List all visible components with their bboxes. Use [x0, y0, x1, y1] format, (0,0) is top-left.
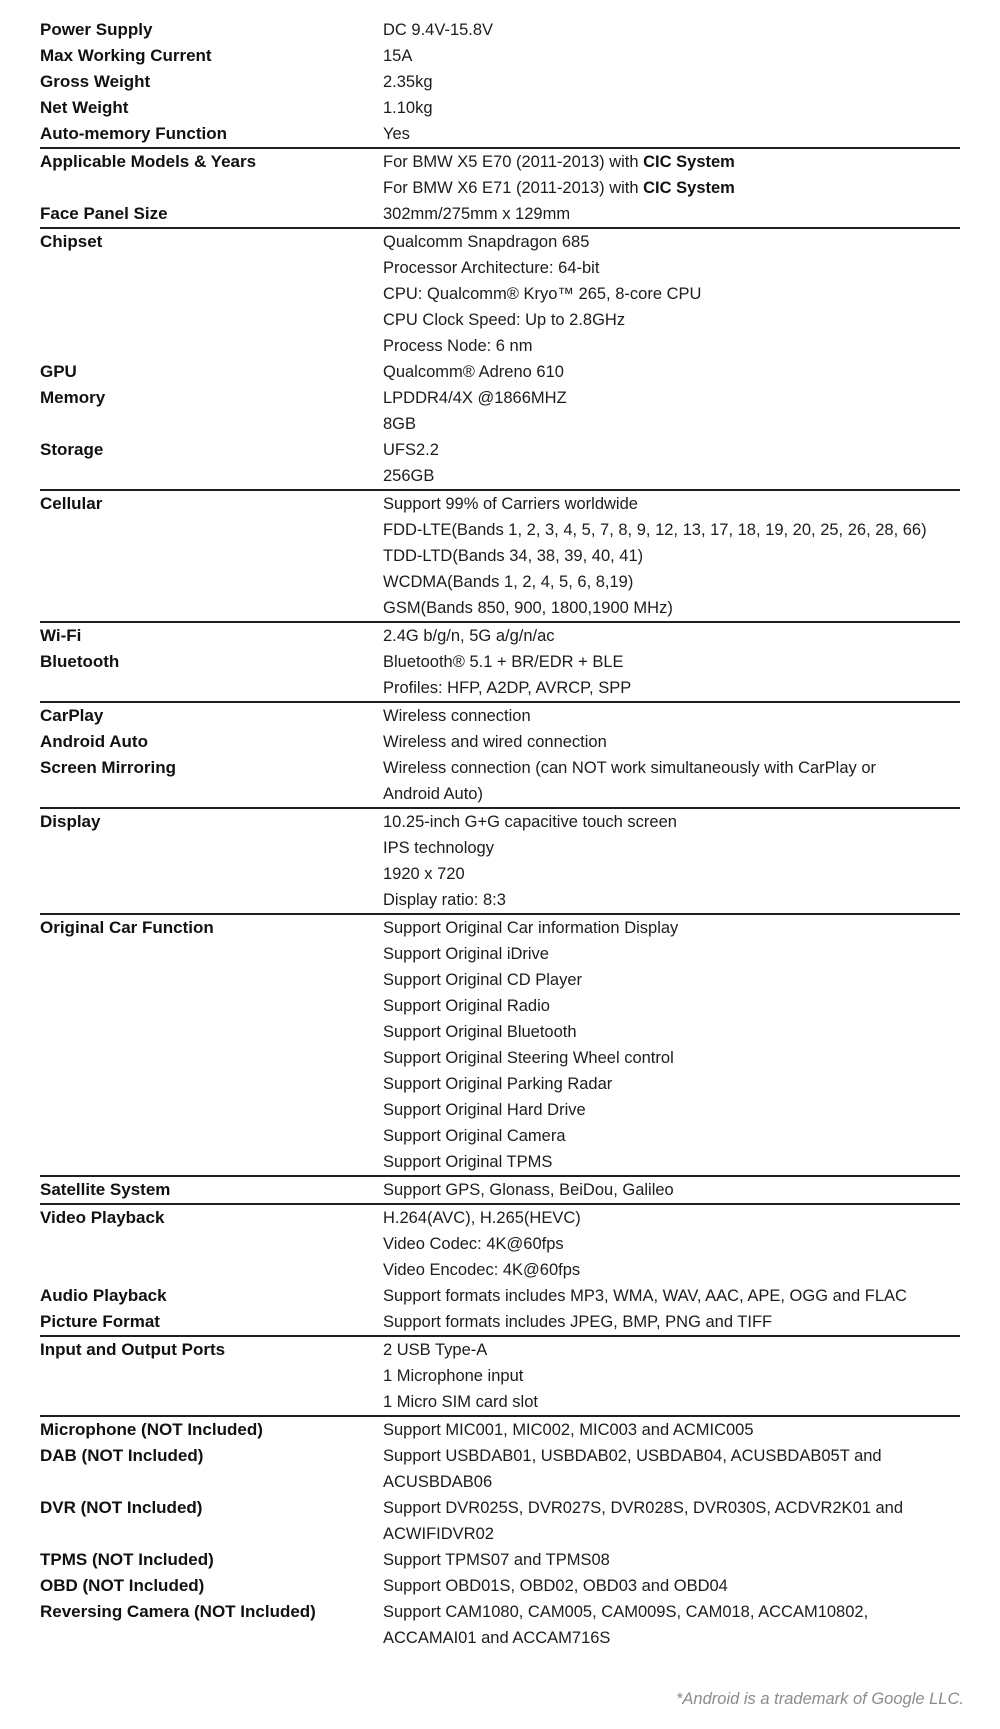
- spec-row: [40, 385, 960, 437]
- spec-label: Cellular: [40, 494, 103, 513]
- spec-values: [383, 1283, 960, 1309]
- spec-value-line: Video Encodec: 4K@60fps: [383, 1261, 581, 1279]
- spec-label: Power Supply: [40, 20, 153, 39]
- spec-label: Storage: [40, 440, 104, 459]
- spec-section: [40, 1335, 960, 1415]
- spec-row: [40, 809, 960, 913]
- spec-label: DVR (NOT Included): [40, 1498, 203, 1517]
- spec-row: [40, 1495, 960, 1547]
- spec-section: [40, 1203, 960, 1335]
- spec-values: [383, 43, 960, 69]
- spec-section: [40, 621, 960, 701]
- spec-values: [383, 1177, 960, 1203]
- spec-label: GPU: [40, 362, 77, 381]
- spec-label: Android Auto: [40, 732, 148, 751]
- spec-values: [383, 385, 960, 437]
- spec-row: [40, 1443, 960, 1495]
- spec-row: [40, 1283, 960, 1309]
- spec-value-line: GSM(Bands 850, 900, 1800,1900 MHz): [383, 599, 673, 617]
- spec-section: [40, 913, 960, 1175]
- spec-value-line: Support Original Radio: [383, 997, 550, 1015]
- spec-value-line: 2 USB Type-A: [383, 1341, 488, 1359]
- spec-row: [40, 729, 960, 755]
- spec-value-line: Support 99% of Carriers worldwide: [383, 495, 638, 513]
- spec-value-line: CPU: Qualcomm® Kryo™ 265, 8-core CPU: [383, 285, 702, 303]
- spec-row: [40, 43, 960, 69]
- spec-label: Audio Playback: [40, 1286, 167, 1305]
- spec-label: Satellite System: [40, 1180, 171, 1199]
- spec-values: [383, 359, 960, 385]
- spec-value-line: Support DVR025S, DVR027S, DVR028S, DVR030S, ACDVR2K01 and: [383, 1499, 904, 1517]
- spec-values: [383, 437, 960, 489]
- spec-values: [383, 69, 960, 95]
- spec-label: Net Weight: [40, 98, 129, 117]
- spec-label: TPMS (NOT Included): [40, 1550, 214, 1569]
- spec-label: Screen Mirroring: [40, 758, 177, 777]
- spec-row: [40, 149, 960, 201]
- spec-value-line: Android Auto): [383, 785, 483, 803]
- spec-row: [40, 1309, 960, 1335]
- spec-value-line: 8GB: [383, 415, 417, 433]
- spec-value-line: Support Original Parking Radar: [383, 1075, 613, 1093]
- spec-value-line: WCDMA(Bands 1, 2, 4, 5, 6, 8,19): [383, 573, 634, 591]
- spec-section: [40, 147, 960, 227]
- spec-values: [383, 1495, 960, 1547]
- spec-row: [40, 649, 960, 701]
- spec-section: [40, 701, 960, 807]
- spec-label: DAB (NOT Included): [40, 1446, 204, 1465]
- spec-value-line: 1.10kg: [383, 99, 433, 117]
- spec-label: Gross Weight: [40, 72, 151, 91]
- spec-label: Display: [40, 812, 101, 831]
- spec-values: [383, 121, 960, 147]
- spec-row: [40, 359, 960, 385]
- spec-values: [383, 95, 960, 121]
- spec-section: [40, 1415, 960, 1651]
- spec-values: [383, 623, 960, 649]
- spec-row: [40, 1177, 960, 1203]
- spec-label: Applicable Models & Years: [40, 152, 257, 171]
- spec-value-line: Display ratio: 8:3: [383, 891, 506, 909]
- spec-values: [383, 201, 960, 227]
- spec-value-line: 10.25-inch G+G capacitive touch screen: [383, 813, 677, 831]
- spec-label: Chipset: [40, 232, 103, 251]
- spec-values: [383, 755, 960, 807]
- spec-value-line: 2.4G b/g/n, 5G a/g/n/ac: [383, 627, 555, 645]
- spec-value-line: 1 Micro SIM card slot: [383, 1393, 538, 1411]
- spec-value-line: 15A: [383, 47, 413, 65]
- spec-value-line: Support Original iDrive: [383, 945, 549, 963]
- spec-value-line: Wireless connection: [383, 707, 531, 725]
- spec-row: [40, 121, 960, 147]
- spec-row: [40, 69, 960, 95]
- spec-value-line: Support Original Camera: [383, 1127, 566, 1145]
- spec-value-line: Video Codec: 4K@60fps: [383, 1235, 564, 1253]
- spec-value-line: Support Original Bluetooth: [383, 1023, 577, 1041]
- spec-row: [40, 95, 960, 121]
- spec-values: [383, 1309, 960, 1335]
- spec-label: Bluetooth: [40, 652, 120, 671]
- spec-value-line: Support MIC001, MIC002, MIC003 and ACMIC005: [383, 1421, 754, 1439]
- spec-values: [383, 729, 960, 755]
- spec-value-line: 1920 x 720: [383, 865, 465, 883]
- spec-values: [383, 649, 960, 701]
- spec-values: [383, 703, 960, 729]
- spec-label: OBD (NOT Included): [40, 1576, 205, 1595]
- spec-value-line: Bluetooth® 5.1 + BR/EDR + BLE: [383, 653, 624, 671]
- spec-value-line: Wireless and wired connection: [383, 733, 607, 751]
- spec-value-line: [383, 149, 960, 175]
- spec-row: [40, 491, 960, 621]
- spec-value-line: Support GPS, Glonass, BeiDou, Galileo: [383, 1181, 674, 1199]
- spec-label: Original Car Function: [40, 918, 214, 937]
- plain-text: For BMW X5 E70 (2011-2013) with: [383, 153, 644, 171]
- spec-label: Auto-memory Function: [40, 124, 227, 143]
- spec-value-line: Processor Architecture: 64-bit: [383, 259, 600, 277]
- spec-row: [40, 201, 960, 227]
- spec-section: [40, 807, 960, 913]
- spec-value-line: Wireless connection (can NOT work simultaneously with CarPlay or: [383, 759, 877, 777]
- spec-label: Face Panel Size: [40, 204, 168, 223]
- spec-value-line: FDD-LTE(Bands 1, 2, 3, 4, 5, 7, 8, 9, 12, 13, 17, 18, 19, 20, 25, 26, 28, 66): [383, 521, 927, 539]
- spec-values: [383, 17, 960, 43]
- spec-value-line: Support Original CD Player: [383, 971, 582, 989]
- spec-values: [383, 229, 960, 359]
- bold-text: CIC System: [643, 153, 735, 171]
- spec-value-line: Support Original Car information Display: [383, 919, 679, 937]
- spec-value-line: Support CAM1080, CAM005, CAM009S, CAM018, ACCAM10802,: [383, 1603, 869, 1621]
- spec-value-line: UFS2.2: [383, 441, 439, 459]
- spec-row: [40, 17, 960, 43]
- spec-label: Picture Format: [40, 1312, 160, 1331]
- spec-row: [40, 1547, 960, 1573]
- spec-value-line: 2.35kg: [383, 73, 433, 91]
- spec-value-line: 1 Microphone input: [383, 1367, 524, 1385]
- spec-value-line: ACWIFIDVR02: [383, 1525, 494, 1543]
- spec-value-line: Profiles: HFP, A2DP, AVRCP, SPP: [383, 679, 632, 697]
- spec-label: Max Working Current: [40, 46, 212, 65]
- spec-values: [383, 1443, 960, 1495]
- spec-value-line: Support formats includes JPEG, BMP, PNG and TIFF: [383, 1313, 773, 1331]
- plain-text: For BMW X6 E71 (2011-2013) with: [383, 179, 644, 197]
- spec-value-line: ACCAMAI01 and ACCAM716S: [383, 1629, 611, 1647]
- spec-row: [40, 1205, 960, 1283]
- spec-value-line: H.264(AVC), H.265(HEVC): [383, 1209, 581, 1227]
- spec-value-line: Support OBD01S, OBD02, OBD03 and OBD04: [383, 1577, 728, 1595]
- spec-row: [40, 1573, 960, 1599]
- trademark-note: *Android is a trademark of Google LLC.: [676, 1690, 964, 1708]
- spec-value-line: ACUSBDAB06: [383, 1473, 493, 1491]
- spec-value-line: LPDDR4/4X @1866MHZ: [383, 389, 567, 407]
- spec-values: [383, 1205, 960, 1283]
- spec-value-line: DC 9.4V-15.8V: [383, 21, 494, 39]
- spec-values: [383, 1337, 960, 1415]
- spec-label: Wi-Fi: [40, 626, 82, 645]
- spec-values: [383, 809, 960, 913]
- spec-values: [383, 1547, 960, 1573]
- spec-value-line: Qualcomm Snapdragon 685: [383, 233, 590, 251]
- spec-label: Reversing Camera (NOT Included): [40, 1602, 316, 1621]
- spec-value-line: Qualcomm® Adreno 610: [383, 363, 564, 381]
- spec-values: [383, 915, 960, 1175]
- spec-value-line: TDD-LTD(Bands 34, 38, 39, 40, 41): [383, 547, 644, 565]
- bold-text: CIC System: [643, 179, 735, 197]
- spec-row: [40, 1599, 960, 1651]
- spec-label: Video Playback: [40, 1208, 165, 1227]
- spec-values: [383, 1417, 960, 1443]
- spec-value-line: Support Original Hard Drive: [383, 1101, 586, 1119]
- spec-label: Microphone (NOT Included): [40, 1420, 263, 1439]
- spec-row: [40, 915, 960, 1175]
- spec-row: [40, 1337, 960, 1415]
- spec-value-line: IPS technology: [383, 839, 494, 857]
- spec-values: [383, 1573, 960, 1599]
- spec-section: [40, 17, 960, 147]
- spec-value-line: [383, 175, 960, 201]
- spec-label: Input and Output Ports: [40, 1340, 226, 1359]
- spec-section: [40, 489, 960, 621]
- spec-section: [40, 1175, 960, 1203]
- spec-values: [383, 1599, 960, 1651]
- spec-value-line: 256GB: [383, 467, 435, 485]
- spec-section: [40, 227, 960, 489]
- spec-value-line: Support USBDAB01, USBDAB02, USBDAB04, ACUSBDAB05T and: [383, 1447, 882, 1465]
- spec-row: [40, 623, 960, 649]
- spec-value-line: CPU Clock Speed: Up to 2.8GHz: [383, 311, 626, 329]
- spec-value-line: Support formats includes MP3, WMA, WAV, AAC, APE, OGG and FLAC: [383, 1287, 907, 1305]
- spec-value-line: Yes: [383, 125, 410, 143]
- spec-value-line: Support Original Steering Wheel control: [383, 1049, 674, 1067]
- spec-row: [40, 1417, 960, 1443]
- spec-row: [40, 703, 960, 729]
- spec-values: [383, 149, 960, 201]
- spec-values: [383, 491, 960, 621]
- spec-row: [40, 755, 960, 807]
- spec-value-line: Support Original TPMS: [383, 1153, 553, 1171]
- spec-row: [40, 437, 960, 489]
- spec-value-line: 302mm/275mm x 129mm: [383, 205, 571, 223]
- spec-value-line: Process Node: 6 nm: [383, 337, 533, 355]
- spec-label: CarPlay: [40, 706, 104, 725]
- spec-label: Memory: [40, 388, 106, 407]
- spec-value-line: Support TPMS07 and TPMS08: [383, 1551, 610, 1569]
- spec-row: [40, 229, 960, 359]
